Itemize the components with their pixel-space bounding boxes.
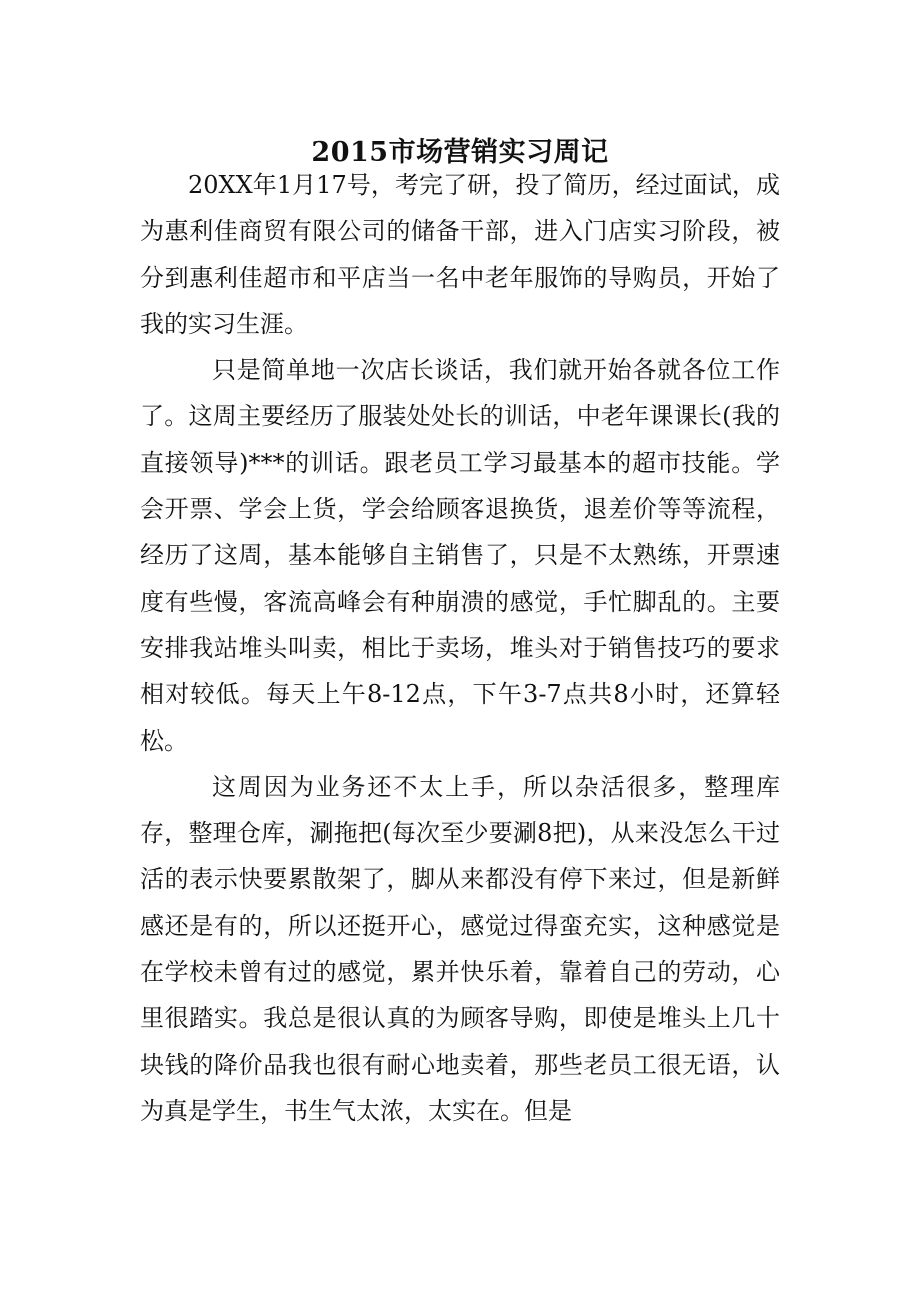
paragraph-3: 这周因为业务还不太上手，所以杂活很多，整理库存，整理仓库，涮拖把(每次至少要涮8把)，从来没怎么干过活的表示快要累散架了，脚从来都没有停下来过，但是新鲜感还是有的，所以还挺开心，感觉过得蛮充实，这种感觉是在学校未曾有过的感觉，累并快乐着，靠着自己的劳动，心里很踏实。我总是很认真的为顾客导购，即使是堆头上几十块钱的降价品我也很有耐心地卖着，那些老员工很无语，认为真是学生，书生气太浓，太实在。但是 [140,772,780,1125]
document-title: 2015市场营销实习周记 [311,137,609,169]
paragraph-2: 只是简单地一次店长谈话，我们就开始各就各位工作了。这周主要经历了服装处处长的训话，中老年课课长(我的直接领导)***的训话。跟老员工学习最基本的超市技能。学会开票、学会上货，学会给顾客退换货，退差价等等流程，经历了这周，基本能够自主销售了，只是不太熟练，开票速度有些慢，客流高峰会有种崩溃的感觉，手忙脚乱的。主要安排我站堆头叫卖，相比于卖场，堆头对于销售技巧的要求相对较低。每天上午8-12点，下午3-7点共8小时，还算轻松。 [140,356,780,755]
document-body [140,162,780,1134]
paragraph-1: 20XX年1月17号，考完了研，投了简历，经过面试，成为惠利佳商贸有限公司的储备干部，进入门店实习阶段，被分到惠利佳超市和平店当一名中老年服饰的导购员，开始了我的实习生涯。 [140,171,780,338]
